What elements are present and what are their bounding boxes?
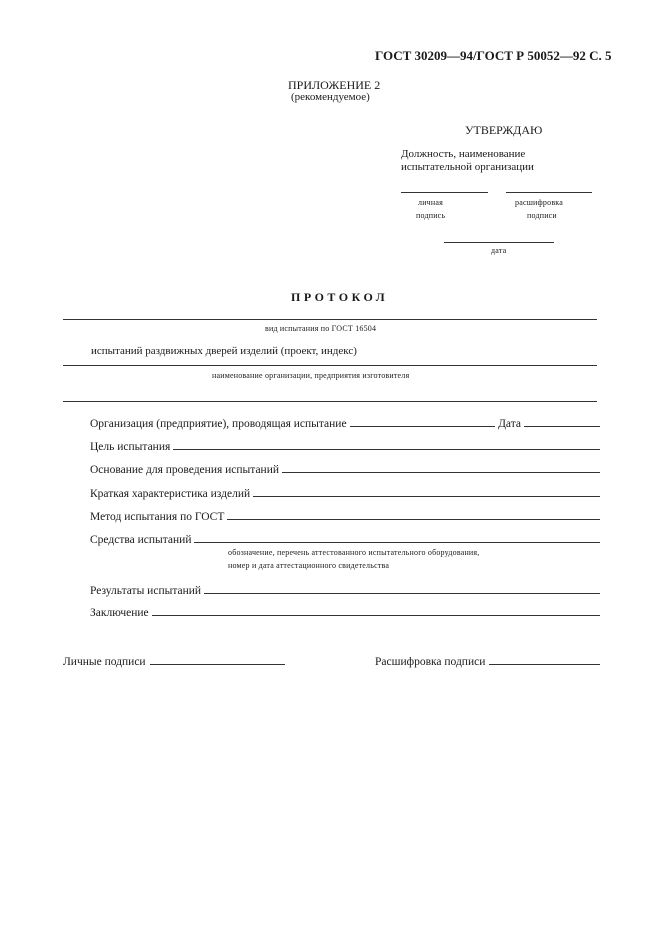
approve-position-line1: Должность, наименование bbox=[401, 148, 526, 160]
field-results-label: Результаты испытаний bbox=[90, 585, 202, 597]
approve-title: УТВЕРЖДАЮ bbox=[465, 123, 543, 137]
signature-decode-caption-2: подписи bbox=[527, 211, 557, 220]
field-brief-label: Краткая характеристика изделий bbox=[90, 488, 251, 500]
field-method-input[interactable] bbox=[227, 519, 600, 520]
footer-signatures-input[interactable] bbox=[150, 664, 285, 665]
means-caption-1: обозначение, перечень аттестованного испытательного оборудования, bbox=[228, 548, 480, 557]
field-purpose-input[interactable] bbox=[173, 449, 600, 450]
footer-decode-label: Расшифровка подписи bbox=[375, 656, 486, 668]
signature-decode-line[interactable] bbox=[506, 192, 592, 193]
approve-date-caption: дата bbox=[491, 246, 507, 255]
protocol-title: ПРОТОКОЛ bbox=[291, 290, 389, 304]
field-purpose bbox=[90, 437, 600, 453]
means-caption-2: номер и дата аттестационного свидетельства bbox=[228, 561, 390, 570]
personal-signature-line[interactable] bbox=[401, 192, 488, 193]
field-conclusion-label: Заключение bbox=[90, 607, 149, 619]
tests-description: испытаний раздвижных дверей изделий (проект, индекс) bbox=[91, 345, 357, 357]
field-means-input[interactable] bbox=[194, 542, 600, 543]
field-conclusion-input[interactable] bbox=[152, 615, 600, 616]
field-basis bbox=[90, 460, 600, 476]
field-conclusion bbox=[90, 603, 600, 619]
field-date-input[interactable] bbox=[524, 426, 600, 427]
field-basis-label: Основание для проведения испытаний bbox=[90, 464, 280, 476]
field-means bbox=[90, 530, 600, 546]
manufacturer-line-2[interactable] bbox=[63, 401, 597, 402]
personal-signature-caption-2: подпись bbox=[416, 211, 446, 220]
manufacturer-caption: наименование организации, предприятия изготовителя bbox=[212, 371, 410, 380]
field-results-input[interactable] bbox=[204, 593, 600, 594]
field-results bbox=[90, 581, 600, 597]
footer-decode-input[interactable] bbox=[489, 664, 600, 665]
appendix-subtitle: (рекомендуемое) bbox=[291, 91, 370, 103]
approve-position-line2: испытательной организации bbox=[401, 161, 534, 173]
approve-date-line[interactable] bbox=[444, 242, 554, 243]
footer-signatures-label: Личные подписи bbox=[63, 656, 146, 668]
field-organization-input[interactable] bbox=[350, 426, 496, 427]
footer-decode bbox=[375, 652, 600, 668]
field-means-label: Средства испытаний bbox=[90, 534, 192, 546]
test-type-line[interactable] bbox=[63, 319, 597, 320]
field-method-label: Метод испытания по ГОСТ bbox=[90, 511, 225, 523]
footer-signatures bbox=[63, 652, 285, 668]
personal-signature-caption-1: личная bbox=[418, 198, 444, 207]
manufacturer-line[interactable] bbox=[63, 365, 597, 366]
appendix-title: ПРИЛОЖЕНИЕ 2 bbox=[288, 78, 381, 92]
field-purpose-label: Цель испытания bbox=[90, 441, 171, 453]
signature-decode-caption-1: расшифровка bbox=[515, 198, 564, 207]
field-brief-input[interactable] bbox=[253, 496, 600, 497]
field-basis-input[interactable] bbox=[282, 472, 600, 473]
field-brief bbox=[90, 484, 600, 500]
field-method bbox=[90, 507, 600, 523]
field-organization-label: Организация (предприятие), проводящая испытание bbox=[90, 418, 347, 430]
field-organization bbox=[90, 414, 600, 430]
standard-header: ГОСТ 30209—94/ГОСТ Р 50052—92 С. 5 bbox=[375, 48, 612, 63]
test-type-caption: вид испытания по ГОСТ 16504 bbox=[265, 324, 377, 333]
field-date-label: Дата bbox=[498, 418, 521, 430]
